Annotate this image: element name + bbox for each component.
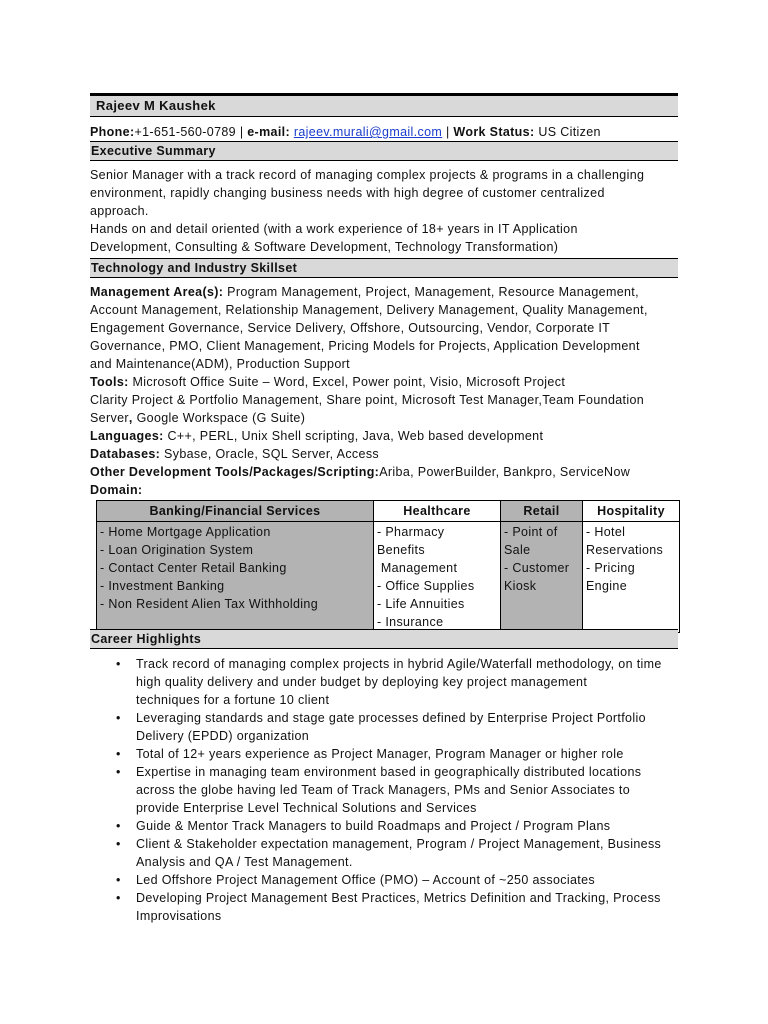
career-highlight-item: [112, 709, 682, 745]
languages-line: [90, 427, 678, 445]
email-link[interactable]: rajeev.murali@gmail.com: [293, 125, 443, 139]
domain-body-row: [97, 522, 680, 633]
phone-label: Phone:: [90, 125, 135, 139]
list-item: Benefits: [377, 543, 425, 557]
list-item: Management: [377, 561, 458, 575]
career-highlight-item: [112, 817, 682, 835]
career-highlights-list: [112, 655, 682, 925]
career-highlight-item: [112, 745, 682, 763]
tools-text: Server: [90, 411, 129, 425]
banking-cell: [97, 522, 374, 633]
management-label: Management Area(s):: [90, 285, 224, 299]
list-item: - Hotel: [586, 525, 626, 539]
summary-line: Senior Manager with a track record of managing complex projects & programs in a challenging: [90, 168, 645, 182]
management-line: [90, 283, 678, 301]
career-highlight-line: Led Offshore Project Management Office (PMO) – Account of ~250 associates: [136, 873, 595, 887]
tools-text: Google Workspace (G Suite): [132, 411, 306, 425]
languages-text: C++, PERL, Unix Shell scripting, Java, Web based development: [163, 429, 544, 443]
section-heading-career-highlights: Career Highlights: [90, 629, 678, 649]
list-item: - Insurance: [377, 615, 444, 629]
header-healthcare: Healthcare: [374, 501, 501, 522]
list-item: Engine: [586, 579, 628, 593]
career-highlight-line: Expertise in managing team environment based in geographically distributed locations: [136, 765, 642, 779]
contact-line: [90, 124, 678, 141]
hospitality-cell: [583, 522, 680, 633]
bullet-icon: •: [116, 891, 121, 905]
career-highlight-line: Total of 12+ years experience as Project Manager, Program Manager or higher role: [136, 747, 624, 761]
career-highlight-line: Leveraging standards and stage gate processes defined by Enterprise Project Portfolio: [136, 711, 646, 725]
career-highlight-line: Developing Project Management Best Practices, Metrics Definition and Tracking, Process: [136, 891, 661, 905]
career-highlight-line: Delivery (EPDD) organization: [136, 729, 310, 743]
list-item: - Home Mortgage Application: [100, 525, 271, 539]
list-item: - Office Supplies: [377, 579, 475, 593]
databases-text: Sybase, Oracle, SQL Server, Access: [160, 447, 380, 461]
list-item: Kiosk: [504, 579, 537, 593]
bullet-icon: •: [116, 837, 121, 851]
career-highlight-line: Improvisations: [136, 909, 222, 923]
career-highlight-line: Client & Stakeholder expectation management, Program / Project Management, Business: [136, 837, 662, 851]
header-retail: Retail: [501, 501, 583, 522]
section-heading-skillset: Technology and Industry Skillset: [90, 258, 678, 278]
list-item: Sale: [504, 543, 531, 557]
skillset-text: [90, 283, 678, 499]
domain-line: [90, 481, 678, 499]
tools-line: Clarity Project & Portfolio Management, Share point, Microsoft Test Manager,Team Foundation: [90, 393, 645, 407]
career-highlight-line: provide Enterprise Level Technical Solutions and Services: [136, 801, 477, 815]
bullet-icon: •: [116, 873, 121, 887]
section-heading-executive-summary: Executive Summary: [90, 141, 678, 161]
management-line: Account Management, Relationship Management, Delivery Management, Quality Management,: [90, 303, 648, 317]
tools-text: Microsoft Office Suite – Word, Excel, Power point, Visio, Microsoft Project: [128, 375, 566, 389]
list-item: - Customer: [504, 561, 570, 575]
work-status-label: Work Status:: [453, 125, 535, 139]
summary-line: environment, rapidly changing business needs with high degree of customer centralized: [90, 186, 605, 200]
tools-comma: ,: [128, 411, 133, 425]
summary-line: approach.: [90, 204, 149, 218]
bullet-icon: •: [116, 657, 121, 671]
career-highlight-line: across the globe having led Team of Track Managers, PMs and Senior Associates to: [136, 783, 630, 797]
summary-line: Hands on and detail oriented (with a work experience of 18+ years in IT Application: [90, 222, 578, 236]
career-highlight-item: [112, 763, 682, 817]
career-highlight-item: [112, 871, 682, 889]
career-highlight-item: [112, 835, 682, 871]
list-item: - Loan Origination System: [100, 543, 254, 557]
career-highlight-line: techniques for a fortune 10 client: [136, 693, 330, 707]
career-highlight-item: [112, 889, 682, 925]
email-label: e-mail:: [247, 125, 290, 139]
separator: |: [239, 125, 244, 139]
list-item: - Pricing: [586, 561, 635, 575]
list-item: - Non Resident Alien Tax Withholding: [100, 597, 319, 611]
candidate-name: Rajeev M Kaushek: [90, 93, 678, 117]
career-highlight-line: Analysis and QA / Test Management.: [136, 855, 353, 869]
other-tools-text: Ariba, PowerBuilder, Bankpro, ServiceNow: [379, 465, 631, 479]
header-hospitality: Hospitality: [583, 501, 680, 522]
career-highlight-line: high quality delivery and under budget by deploying key project management: [136, 675, 588, 689]
list-item: - Pharmacy: [377, 525, 445, 539]
databases-line: [90, 445, 678, 463]
tools-label: Tools:: [90, 375, 129, 389]
retail-cell: [501, 522, 583, 633]
tools-line: [90, 373, 678, 391]
phone-number: +1-651-560-0789: [134, 125, 236, 139]
other-tools-label: Other Development Tools/Packages/Scripting:: [90, 465, 380, 479]
domain-header-row: [97, 501, 680, 522]
databases-label: Databases:: [90, 447, 161, 461]
list-item: - Point of: [504, 525, 558, 539]
management-line: and Maintenance(ADM), Production Support: [90, 357, 350, 371]
list-item: - Investment Banking: [100, 579, 225, 593]
domain-table: [96, 500, 680, 633]
list-item: Reservations: [586, 543, 664, 557]
list-item: - Life Annuities: [377, 597, 465, 611]
tools-line: [90, 409, 678, 427]
healthcare-cell: [374, 522, 501, 633]
career-highlight-line: Guide & Mentor Track Managers to build Roadmaps and Project / Program Plans: [136, 819, 611, 833]
management-text: Program Management, Project, Management, Resource Management,: [223, 285, 639, 299]
management-line: Engagement Governance, Service Delivery, Offshore, Outsourcing, Vendor, Corporate IT: [90, 321, 611, 335]
bullet-icon: •: [116, 711, 121, 725]
other-tools-line: [90, 463, 678, 481]
bullet-icon: •: [116, 765, 121, 779]
separator: |: [445, 125, 450, 139]
summary-line: Development, Consulting & Software Development, Technology Transformation): [90, 240, 559, 254]
bullet-icon: •: [116, 747, 121, 761]
languages-label: Languages:: [90, 429, 164, 443]
work-status-value: US Citizen: [538, 125, 601, 139]
management-line: Governance, PMO, Client Management, Pricing Models for Projects, Application Development: [90, 339, 640, 353]
career-highlight-line: Track record of managing complex projects in hybrid Agile/Waterfall methodology, on time: [136, 657, 662, 671]
career-highlight-item: [112, 655, 682, 709]
header-banking: Banking/Financial Services: [97, 501, 374, 522]
list-item: - Contact Center Retail Banking: [100, 561, 287, 575]
domain-label: Domain:: [90, 483, 143, 497]
executive-summary-text: [90, 166, 678, 256]
bullet-icon: •: [116, 819, 121, 833]
